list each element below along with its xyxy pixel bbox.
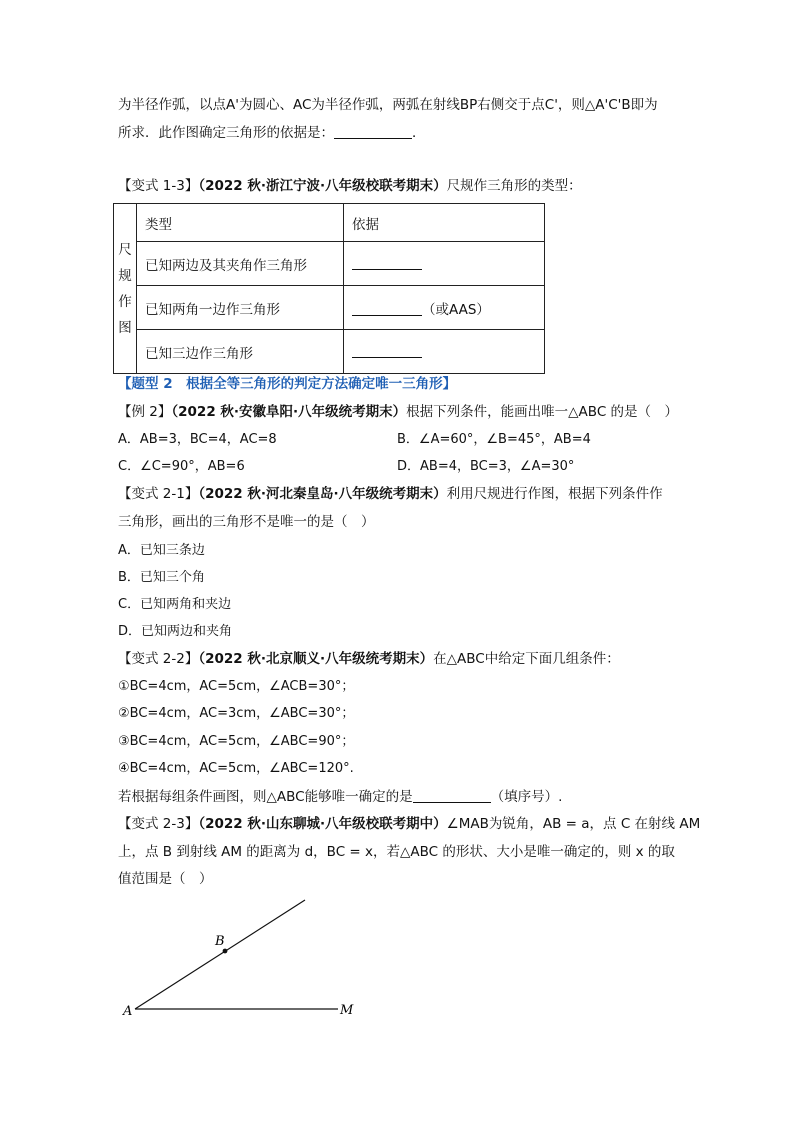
- option-b: B．∠A=60°，∠B=45°，AB=4: [397, 432, 591, 447]
- variant-1-3-line: [118, 176, 582, 196]
- condition-item: ①BC=4cm，AC=5cm，∠ACB=30°；: [118, 679, 355, 694]
- example-tag: 【例 2】: [118, 404, 172, 420]
- variant-text: 利用尺规进行作图，根据下列条件作: [446, 486, 663, 502]
- variant-text: 在△ABC中给定下面几组条件：: [433, 651, 620, 667]
- table-row-type: 已知三边作三角形: [137, 330, 344, 374]
- variant-2-3-line: [118, 814, 700, 834]
- variant-text: 尺规作三角形的类型：: [446, 178, 582, 194]
- table-row-basis: [344, 330, 545, 374]
- example-text: 根据下列条件，能画出唯一△ABC 的是（ ）: [406, 404, 679, 420]
- variant-2-2-question: 若根据每组条件画图，则△ABC能够唯一确定的是 （填序号）.: [118, 789, 563, 805]
- example-source: （2022 秋·安徽阜阳·八年级统考期末）: [171, 404, 407, 420]
- variant-text: ∠MAB为锐角，AB = a，点 C 在射线 AM: [446, 816, 701, 832]
- option-c: C．已知两角和夹边: [118, 597, 232, 612]
- intro-line-2: [118, 123, 426, 143]
- option-a: A．AB=3，BC=4，AC=8: [118, 432, 277, 447]
- variant-2-3-line-2: 上，点 B 到射线 AM 的距离为 d，BC = x，若△ABC 的形状、大小是唯一确定的，则 x 的取: [118, 844, 675, 860]
- variant-source: （2022 秋·北京顺义·八年级统考期末）: [198, 651, 434, 667]
- table-header-type: 类型: [137, 204, 344, 242]
- option-a: A．已知三条边: [118, 543, 205, 558]
- variant-tag: 【变式 2-2】: [118, 651, 199, 667]
- condition-item: ③BC=4cm，AC=5cm，∠ABC=90°；: [118, 734, 355, 749]
- variant-2-2-line: [118, 649, 620, 669]
- answer-blank: [352, 343, 422, 358]
- answer-blank: [352, 301, 422, 316]
- variant-source: （2022 秋·河北秦皇岛·八年级统考期末）: [198, 486, 447, 502]
- angle-figure: [110, 890, 370, 1025]
- variant-tag: 【变式 2-3】: [118, 816, 199, 832]
- variant-2-3-line-3: 值范围是（ ）: [118, 871, 213, 887]
- condition-item: ④BC=4cm，AC=5cm，∠ABC=120°.: [118, 761, 354, 776]
- answer-blank-2-2: [413, 788, 491, 803]
- label-a: A: [123, 1004, 133, 1019]
- ray-ab: [135, 900, 305, 1009]
- variant-source: （2022 秋·山东聊城·八年级校联考期中）: [198, 816, 447, 832]
- label-b: B: [215, 934, 225, 949]
- table-header-basis: 依据: [344, 204, 545, 242]
- table-row-type: 已知两边及其夹角作三角形: [137, 242, 344, 286]
- variant-tag: 【变式 2-1】: [118, 486, 199, 502]
- intro-line-2-suffix: ．: [412, 125, 426, 141]
- construction-table: [113, 203, 545, 374]
- option-d: D．已知两边和夹角: [118, 624, 233, 639]
- variant-2-1-line: [118, 484, 663, 504]
- answer-blank: [352, 255, 422, 270]
- option-c: C．∠C=90°，AB=6: [118, 459, 245, 474]
- table-row-type: 已知两角一边作三角形: [137, 286, 344, 330]
- point-b: [223, 949, 228, 954]
- table-side-label: 尺规作图: [114, 204, 137, 374]
- variant-source: （2022 秋·浙江宁波·八年级校联考期末）: [198, 178, 447, 194]
- label-m: M: [340, 1003, 354, 1018]
- intro-line-2-prefix: 所求．此作图确定三角形的依据是：: [118, 125, 334, 141]
- table-row-basis: [344, 242, 545, 286]
- topic-2-title: 【题型 2 根据全等三角形的判定方法确定唯一三角形】: [118, 376, 457, 392]
- variant-2-1-line-2: 三角形，画出的三角形不是唯一的是（ ）: [118, 514, 375, 530]
- option-d: D．AB=4，BC=3，∠A=30°: [397, 459, 575, 474]
- answer-blank-intro: [334, 124, 412, 139]
- option-b: B．已知三个角: [118, 570, 205, 585]
- example-2-line: [118, 402, 678, 422]
- condition-item: ②BC=4cm，AC=3cm，∠ABC=30°；: [118, 706, 355, 721]
- intro-line-1: 为半径作弧，以点A'为圆心、AC为半径作弧，两弧在射线BP右侧交于点C'，则△A'C'B即为: [118, 97, 658, 113]
- table-row-basis: （或AAS）: [344, 286, 545, 330]
- variant-tag: 【变式 1-3】: [118, 178, 199, 194]
